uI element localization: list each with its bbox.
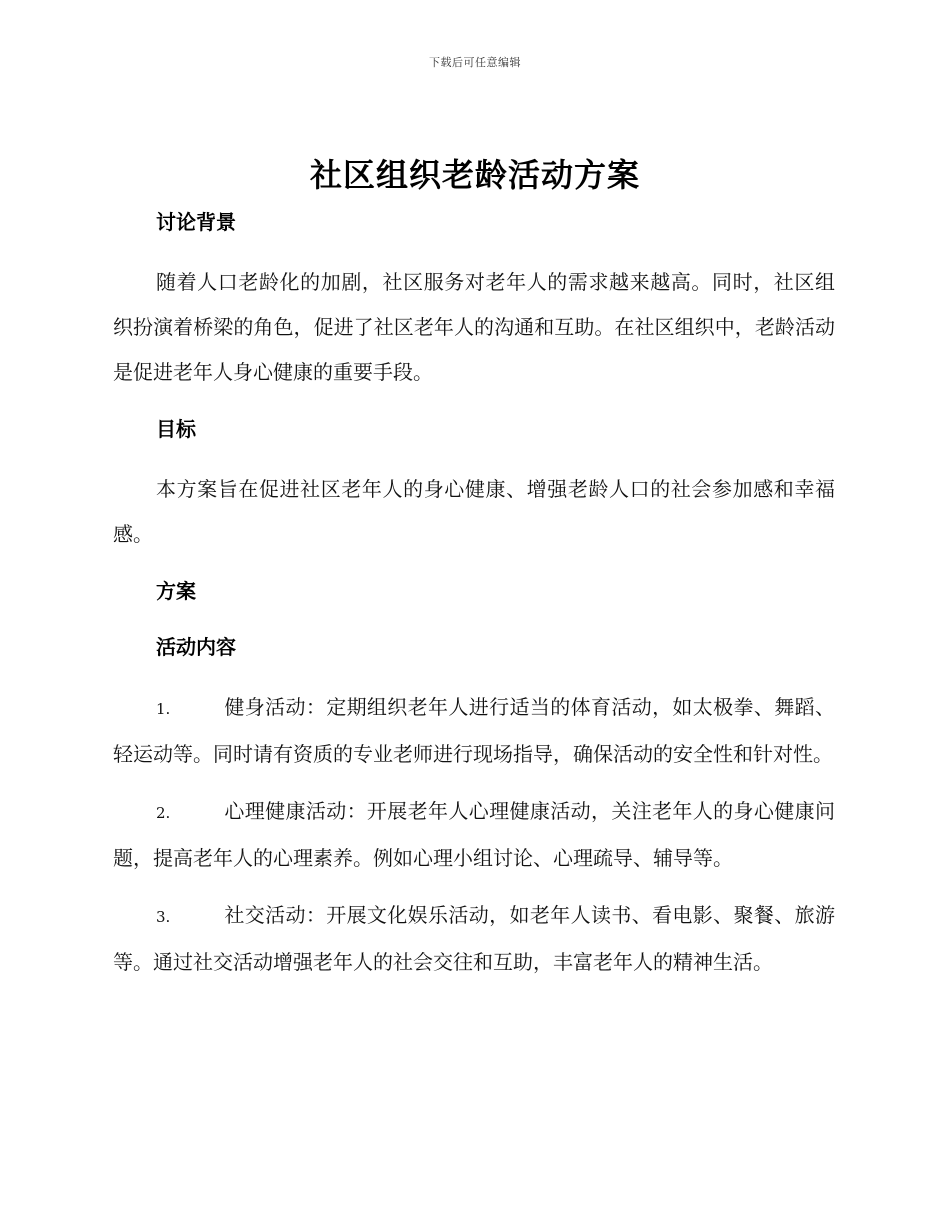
list-item-text: 心理健康活动：开展老年人心理健康活动，关注老年人的身心健康问题，提高老年人的心理素养。例如心理小组讨论、心理疏导、辅导等。 <box>113 799 835 870</box>
section-heading-plan: 方案 <box>156 579 196 603</box>
list-item-number: 2. <box>156 804 171 822</box>
page-title: 社区组织老龄活动方案 <box>309 156 640 194</box>
goal-paragraph: 本方案旨在促进社区老年人的身心健康、增强老龄人口的社会参加感和幸福感。 <box>113 477 835 546</box>
list-item <box>113 893 835 985</box>
section-heading-activities: 活动内容 <box>156 635 236 659</box>
header-note: 下载后可任意编辑 <box>429 56 521 69</box>
list-item <box>113 685 835 777</box>
list-item-text: 社交活动：开展文化娱乐活动，如老年人读书、看电影、聚餐、旅游等。通过社交活动增强老年人的社会交往和互助，丰富老年人的精神生活。 <box>113 903 835 974</box>
list-item-number: 1. <box>156 700 171 718</box>
section-heading-background: 讨论背景 <box>156 210 236 234</box>
background-paragraph: 随着人口老龄化的加剧，社区服务对老年人的需求越来越高。同时，社区组织扮演着桥梁的角色，促进了社区老年人的沟通和互助。在社区组织中，老龄活动是促进老年人身心健康的重要手段。 <box>113 270 835 384</box>
document-body <box>113 204 835 985</box>
list-item-number: 3. <box>156 908 171 926</box>
list-item-text: 健身活动：定期组织老年人进行适当的体育活动，如太极拳、舞蹈、轻运动等。同时请有资质的专业老师进行现场指导，确保活动的安全性和针对性。 <box>113 695 835 766</box>
section-heading-goal: 目标 <box>156 417 196 441</box>
list-item <box>113 789 835 881</box>
